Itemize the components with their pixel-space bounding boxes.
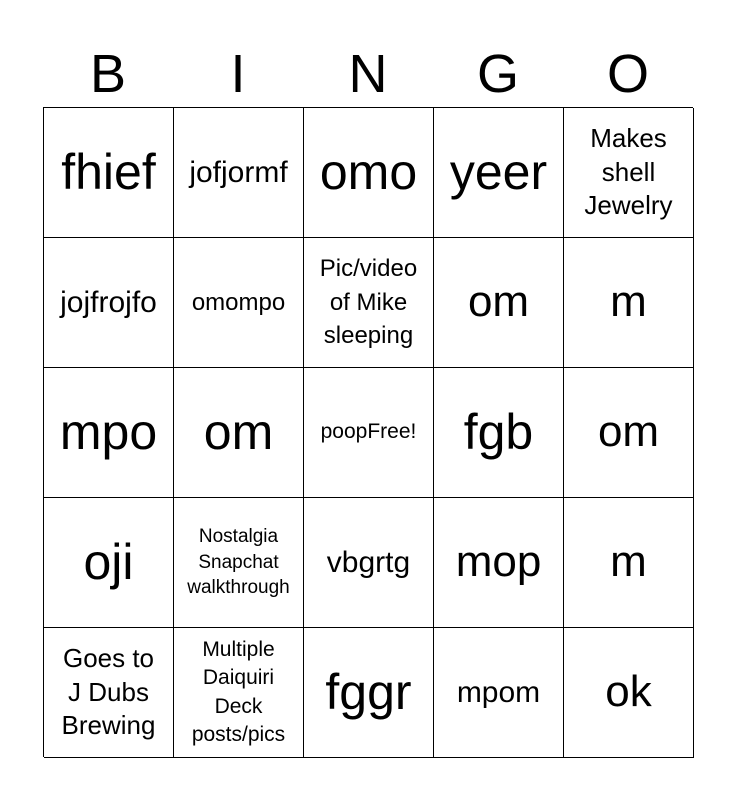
bingo-cell-text: jojfrojfo (60, 285, 157, 319)
bingo-cell[interactable] (44, 238, 174, 368)
bingo-cell[interactable] (304, 368, 434, 498)
bingo-cell-text: m (610, 277, 647, 327)
bingo-cell-text: vbgrtg (326, 545, 411, 579)
bingo-cell[interactable] (174, 108, 304, 238)
header-letter-n: N (348, 44, 388, 104)
bingo-cell[interactable] (564, 238, 694, 368)
bingo-cell[interactable] (304, 108, 434, 238)
bingo-cell-text: mpo (59, 404, 158, 460)
bingo-cell-text: mop (455, 537, 542, 587)
bingo-cell[interactable] (434, 498, 564, 628)
bingo-cell-text: m (610, 537, 647, 587)
bingo-cell[interactable] (564, 628, 694, 758)
bingo-cell[interactable] (174, 498, 304, 628)
bingo-cell-text: fggr (325, 664, 412, 720)
bingo-cell-text: Nostalgia Snapchat walkthrough (187, 526, 290, 599)
bingo-cell-text: Makes shell Jewelry (584, 122, 673, 221)
bingo-cell[interactable] (174, 368, 304, 498)
header-letter-i: I (230, 44, 246, 104)
header-letter-b: B (89, 44, 127, 104)
bingo-cell[interactable] (434, 628, 564, 758)
bingo-cell[interactable] (564, 368, 694, 498)
bingo-grid (43, 107, 693, 757)
bingo-cell[interactable] (304, 498, 434, 628)
bingo-cell[interactable] (434, 238, 564, 368)
bingo-cell[interactable] (434, 368, 564, 498)
bingo-cell-text: omompo (191, 288, 286, 316)
bingo-cell[interactable] (304, 628, 434, 758)
bingo-cell[interactable] (304, 238, 434, 368)
header-letter-o: O (606, 44, 649, 104)
bingo-cell-text: Pic/video of Mike sleeping (319, 255, 418, 350)
bingo-cell[interactable] (564, 108, 694, 238)
bingo-cell-text: om (467, 277, 530, 327)
bingo-cell-text: fgb (463, 404, 534, 460)
bingo-cell-text: om (597, 407, 660, 457)
bingo-cell[interactable] (174, 238, 304, 368)
bingo-cell[interactable] (174, 628, 304, 758)
bingo-cell-text: yeer (449, 144, 548, 200)
bingo-cell-text: oji (83, 534, 134, 590)
bingo-cell-text: mpom (456, 675, 541, 709)
bingo-cell[interactable] (44, 368, 174, 498)
bingo-cell-text: ok (605, 667, 652, 717)
bingo-cell-text: om (203, 404, 274, 460)
bingo-cell-text: poopFree! (320, 420, 417, 444)
bingo-cell-text: fhief (61, 144, 156, 200)
bingo-header (43, 40, 693, 108)
bingo-cell-text: Goes to J Dubs Brewing (61, 642, 156, 741)
bingo-cell[interactable] (434, 108, 564, 238)
bingo-cell-text: jofjormf (189, 155, 288, 189)
bingo-cell[interactable] (564, 498, 694, 628)
bingo-cell[interactable] (44, 498, 174, 628)
bingo-cell[interactable] (44, 628, 174, 758)
header-letter-g: G (476, 44, 519, 104)
bingo-cell-text: Multiple Daiquiri Deck posts/pics (191, 637, 286, 746)
bingo-cell-text: omo (319, 144, 418, 200)
bingo-cell[interactable] (44, 108, 174, 238)
